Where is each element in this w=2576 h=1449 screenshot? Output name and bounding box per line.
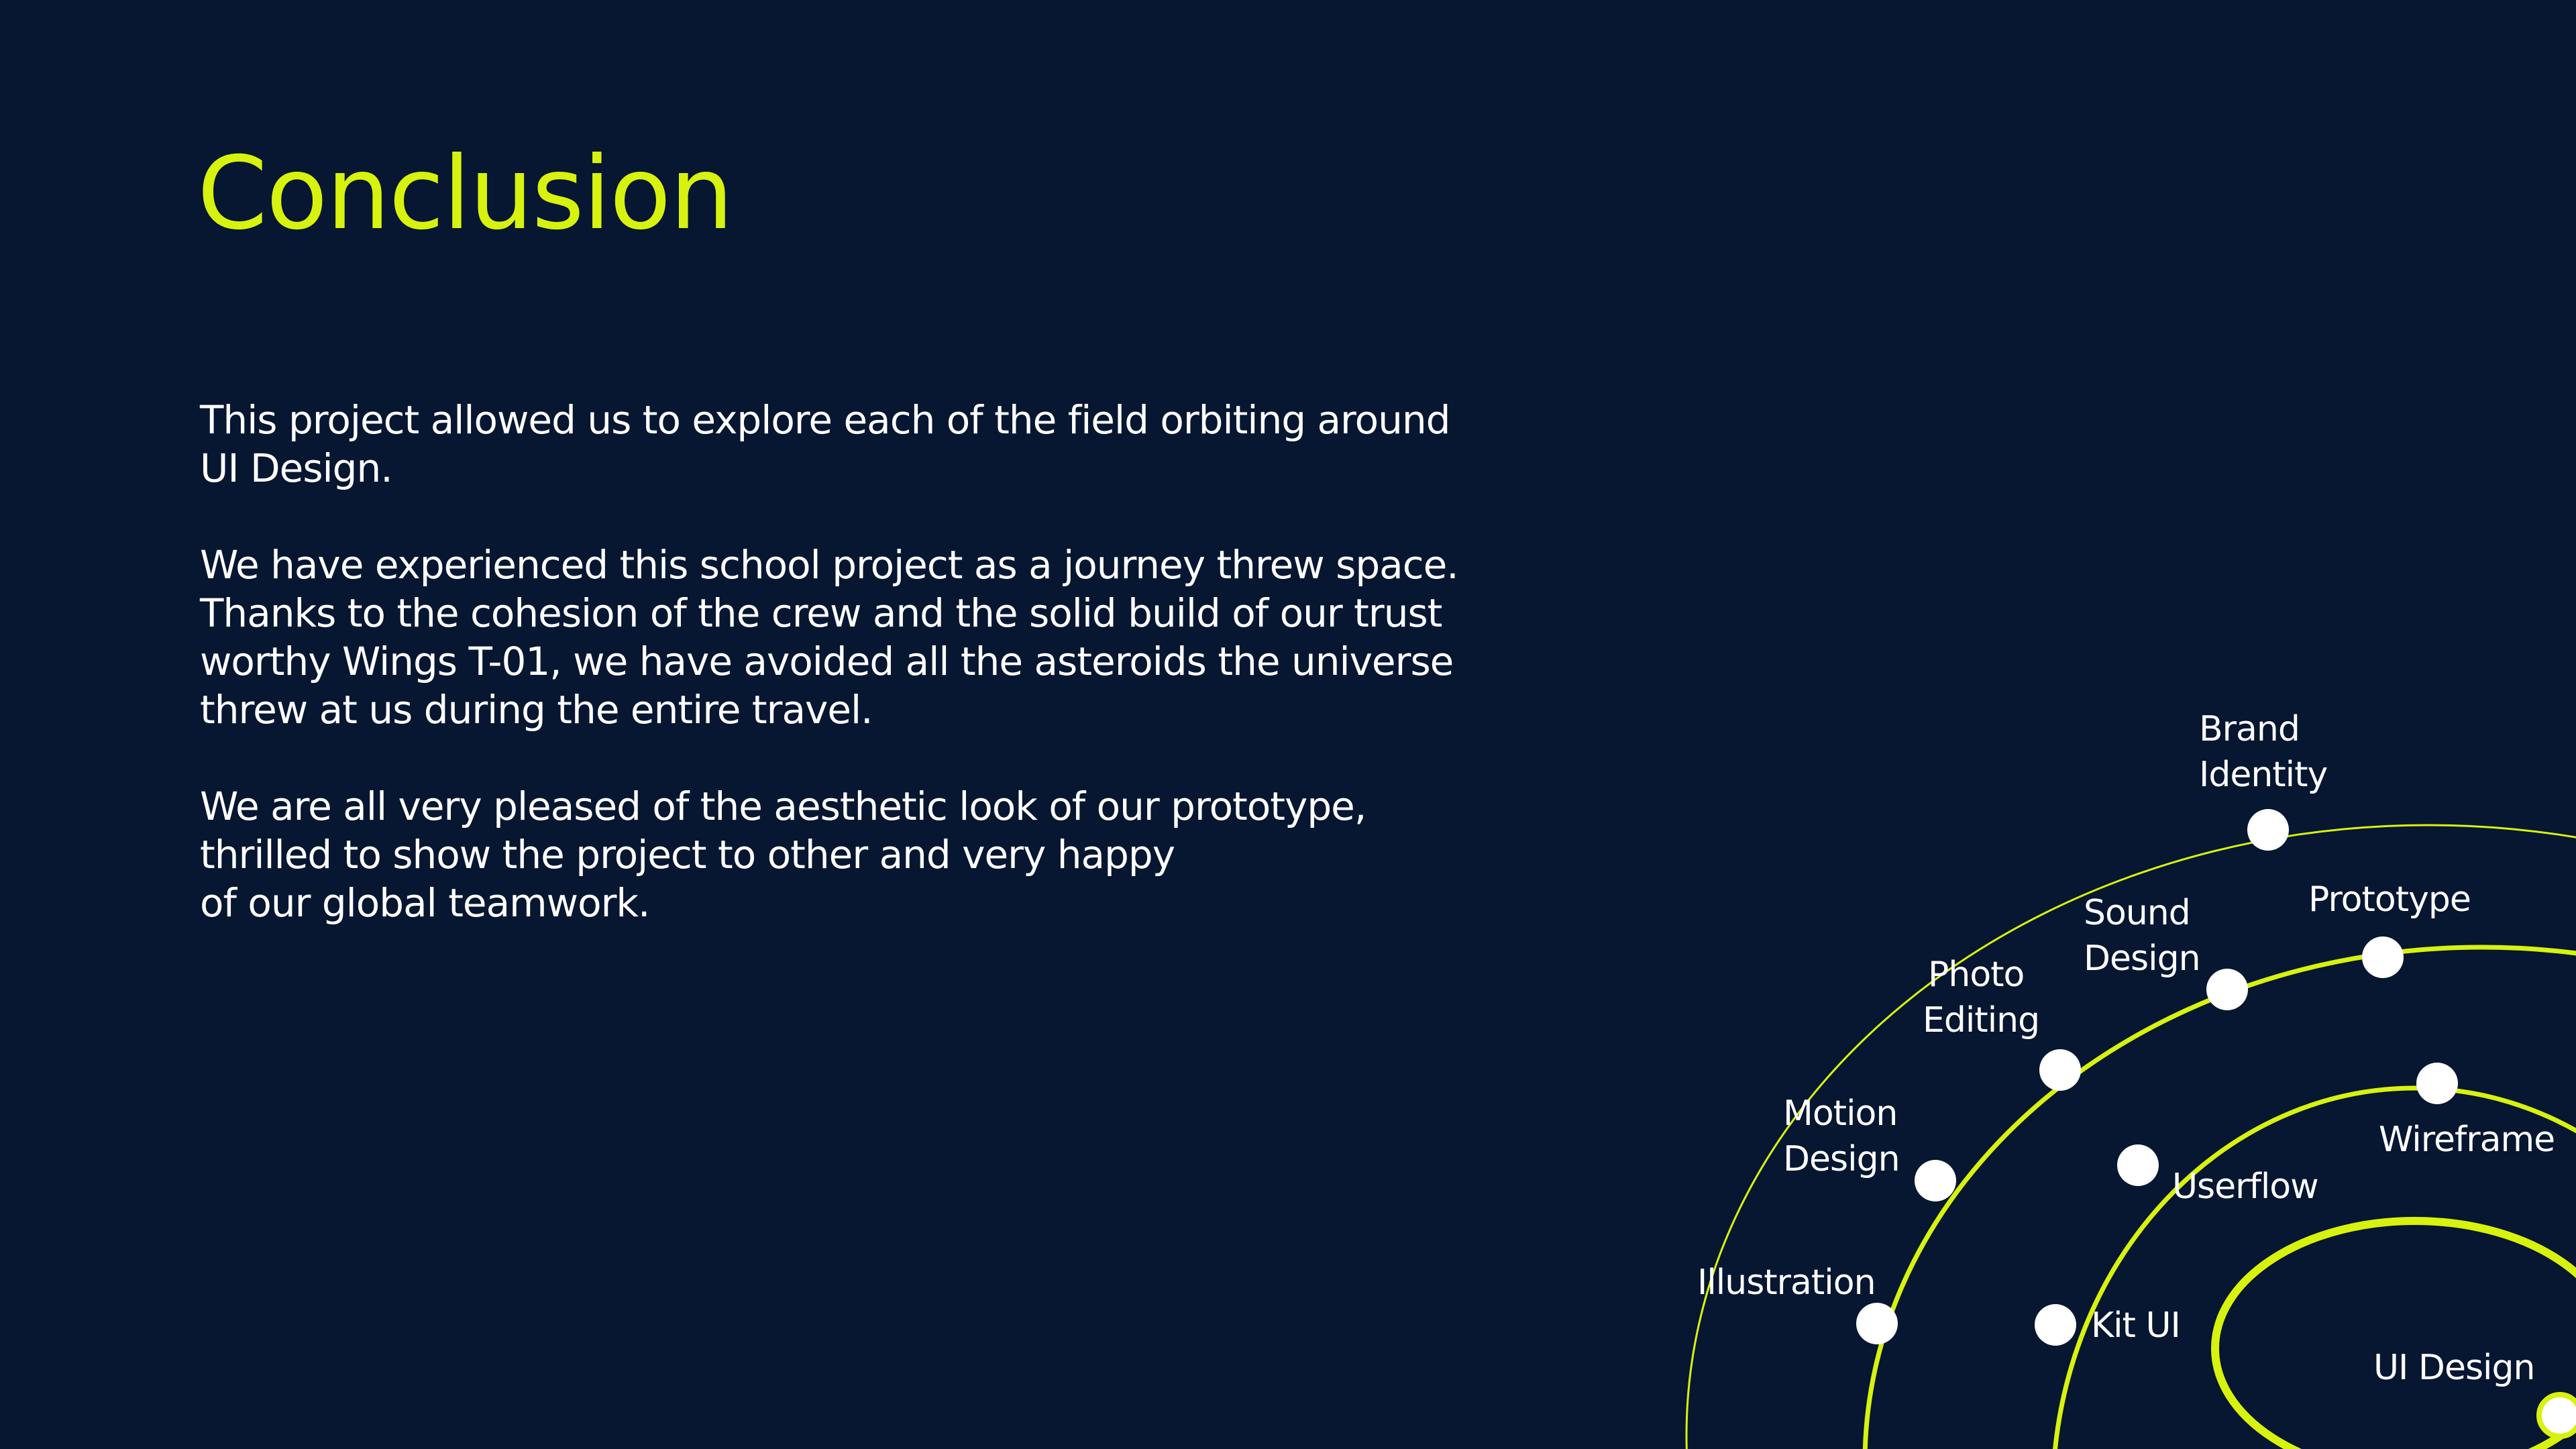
label-brand-identity-line1: Brand: [2199, 709, 2300, 749]
planet-ui-design: [2539, 1395, 2576, 1436]
orbit-ring-center: [2215, 1221, 2576, 1449]
paragraph-intro: This project allowed us to explore each of the field orbiting around UI Design.: [200, 397, 1450, 491]
label-sound-design-line1: Sound: [2084, 893, 2190, 933]
label-photo-editing: [1923, 955, 2039, 1040]
label-sound-design-line2: Design: [2084, 938, 2200, 979]
label-kit-ui: Kit UI: [2091, 1305, 2180, 1346]
paragraph-journey: We have experienced this school project as a journey threw space. Thanks to the cohesion of the crew and the solid build of our trust worthy Wings T-01, we have avoided all the asteroids the universe threw at us during the entire travel.: [200, 542, 1458, 733]
planet-illustration: [1856, 1303, 1898, 1344]
label-ui-design: UI Design: [2373, 1348, 2535, 1388]
label-photo-editing-line2: Editing: [1923, 1000, 2040, 1040]
planet-motion-design: [1915, 1160, 1956, 1201]
label-motion-design-line1: Motion: [1783, 1093, 1898, 1134]
planet-prototype: [2362, 936, 2404, 978]
label-wireframe: Wireframe: [2379, 1120, 2555, 1160]
paragraph-pleased: We are all very pleased of the aesthetic look of our prototype, thrilled to show the project to other and very happy of our global teamwork.: [200, 784, 1366, 926]
label-brand-identity: [2199, 709, 2328, 795]
planet-userflow: [2117, 1144, 2159, 1186]
label-prototype: Prototype: [2308, 879, 2471, 920]
label-brand-identity-line2: Identity: [2199, 755, 2328, 795]
label-motion-design-line2: Design: [1783, 1139, 1900, 1179]
slide-title: Conclusion: [197, 136, 733, 252]
label-motion-design: [1783, 1093, 1908, 1179]
label-illustration: Illustration: [1697, 1263, 1876, 1303]
label-photo-editing-line1: Photo: [1928, 955, 2025, 995]
planet-kit-ui: [2035, 1304, 2076, 1346]
planet-brand-identity: [2247, 809, 2289, 851]
label-sound-design: [2084, 893, 2200, 979]
planet-photo-editing: [2039, 1049, 2081, 1091]
planet-wireframe: [2416, 1063, 2458, 1104]
label-userflow: Userflow: [2172, 1167, 2318, 1207]
planet-sound-design: [2206, 969, 2248, 1010]
